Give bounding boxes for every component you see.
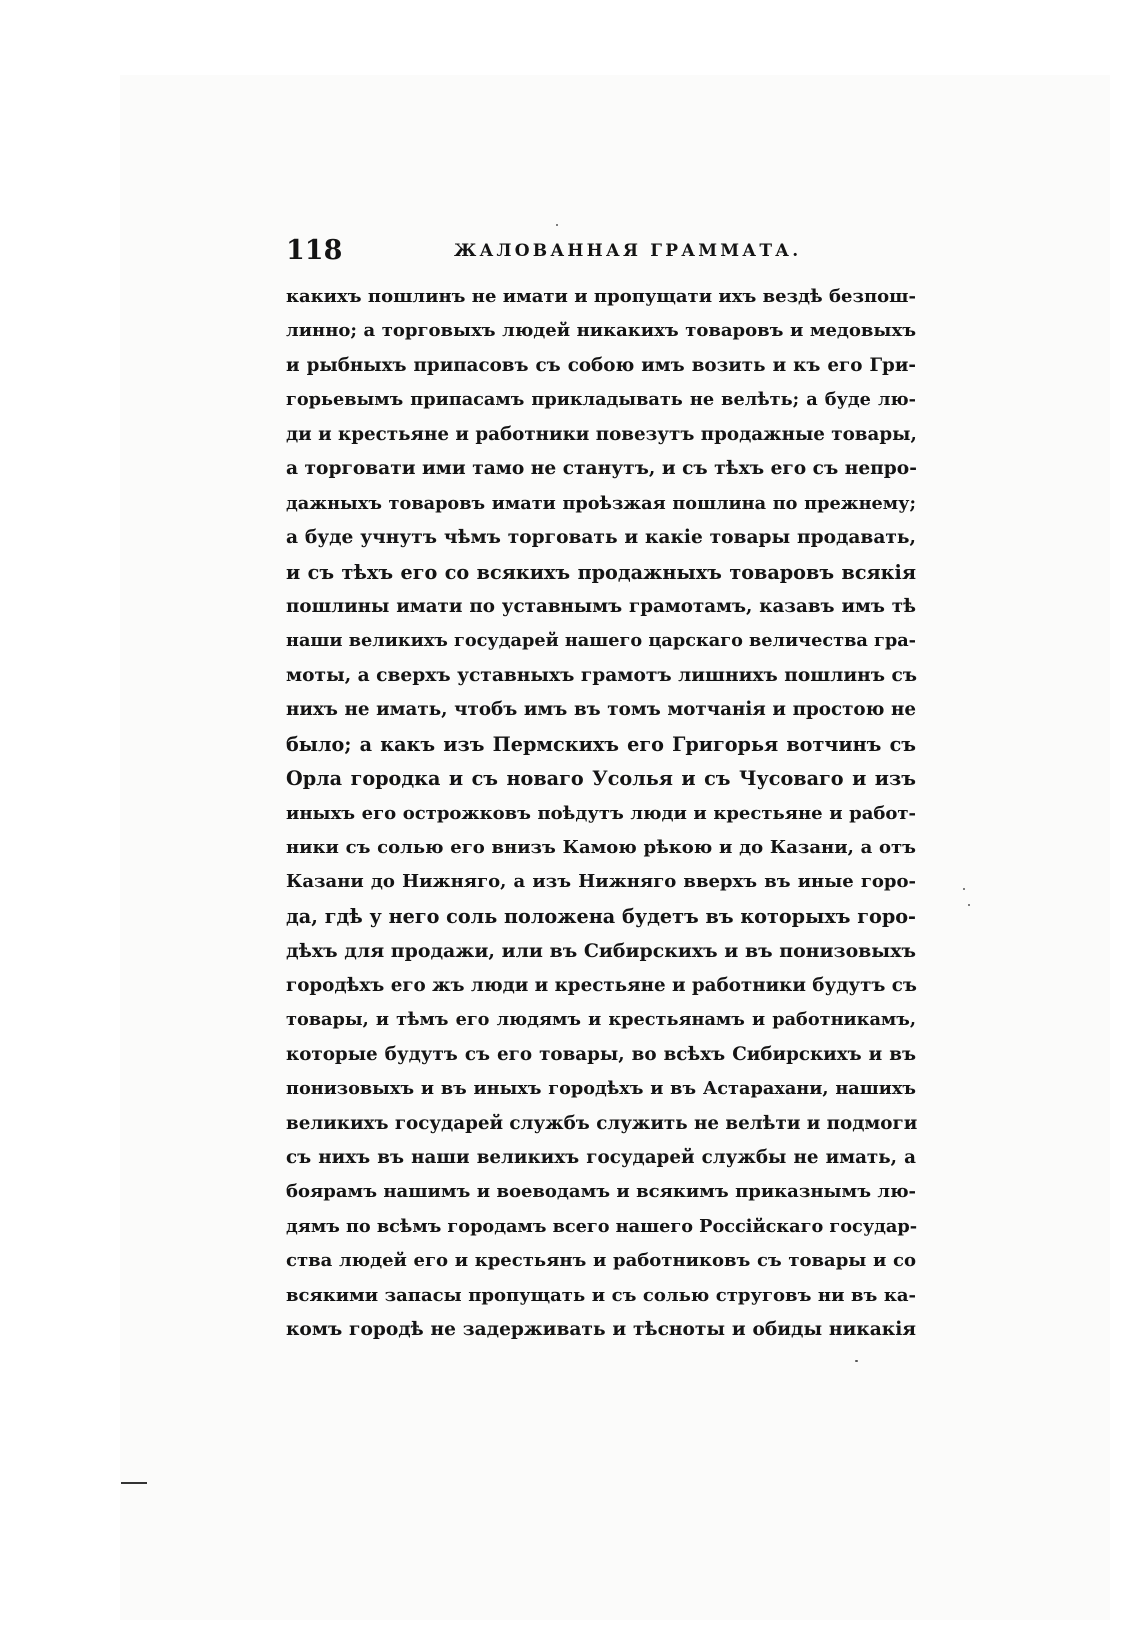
text-line: ники съ солью его внизъ Камою рѣкою и до Казани, а отъ <box>286 837 916 858</box>
page-header <box>286 234 916 268</box>
text-line: горьевымъ припасамъ прикладывать не велѣть; а буде лю- <box>286 389 916 411</box>
text-line: всякими запасы пропущать и съ солью струговъ ни въ ка- <box>286 1284 916 1306</box>
text-line: да, гдѣ у него соль положена будетъ въ которыхъ горо- <box>286 904 916 928</box>
text-line: линно; а торговыхъ людей никакихъ товаровъ и медовыхъ <box>286 320 916 342</box>
text-line: было; а какъ изъ Пермскихъ его Григорья вотчинъ съ <box>286 732 916 756</box>
text-line: великихъ государей службъ служить не велѣти и подмоги <box>286 1112 918 1134</box>
page-number: 118 <box>286 235 343 266</box>
text-line: а буде учнутъ чѣмъ торговать и какіе товары продавать, <box>286 527 916 549</box>
scan-speck <box>963 888 965 890</box>
text-line: иныхъ его острожковъ поѣдутъ люди и крестьяне и работ- <box>286 802 916 824</box>
text-line: наши великихъ государей нашего царскаго величества гра- <box>286 630 916 652</box>
text-line: пошлины имати по уставнымъ грамотамъ, казавъ имъ тѣ <box>286 595 916 617</box>
body-text <box>286 280 916 1348</box>
text-line: городѣхъ его жъ люди и крестьяне и работники будутъ съ <box>286 974 917 996</box>
text-line: съ нихъ въ наши великихъ государей службы не имать, а <box>286 1146 916 1168</box>
text-line: дѣхъ для продажи, или въ Сибирскихъ и въ понизовыхъ <box>286 940 916 963</box>
running-title: ЖАЛОВАННАЯ ГРАММАТА. <box>454 241 802 261</box>
text-line: боярамъ нашимъ и воеводамъ и всякимъ приказнымъ лю- <box>286 1181 916 1203</box>
text-line: товары, и тѣмъ его людямъ и крестьянамъ и работникамъ, <box>286 1009 916 1031</box>
text-line: Орла городка и съ новаго Усолья и съ Чусоваго и изъ <box>286 767 916 791</box>
text-line: нихъ не имать, чтобъ имъ въ томъ мотчанія и простою не <box>286 699 916 721</box>
text-line: дямъ по всѣмъ городамъ всего нашего Россійскаго государ- <box>286 1215 918 1237</box>
text-line: моты, а сверхъ уставныхъ грамотъ лишнихъ пошлинъ съ <box>286 664 918 686</box>
text-line: Казани до Нижняго, а изъ Нижняго вверхъ въ иные горо- <box>286 871 916 893</box>
scan-speck <box>968 904 970 906</box>
text-line: а торговати ими тамо не станутъ, и съ тѣхъ его съ непро- <box>286 458 917 480</box>
text-line: понизовыхъ и въ иныхъ городѣхъ и въ Астарахани, нашихъ <box>286 1078 916 1100</box>
scan-edge-mark <box>121 1482 147 1484</box>
scan-speck <box>855 1360 858 1362</box>
text-line: и съ тѣхъ его со всякихъ продажныхъ товаровъ всякія <box>286 560 916 584</box>
text-line: которые будутъ съ его товары, во всѣхъ Сибирскихъ и въ <box>286 1043 916 1065</box>
text-line: ства людей его и крестьянъ и работниковъ съ товары и со <box>286 1250 916 1272</box>
text-line: какихъ пошлинъ не имати и пропущати ихъ вездѣ безпош- <box>286 286 916 307</box>
text-line: дажныхъ товаровъ имати проѣзжая пошлина по прежнему; <box>286 492 916 514</box>
text-line: ди и крестьяне и работники повезутъ продажные товары, <box>286 423 917 445</box>
text-line: и рыбныхъ припасовъ съ собою имъ возить и къ его Гри- <box>286 354 916 376</box>
text-line: комъ городѣ не задерживать и тѣсноты и обиды никакія <box>286 1319 916 1341</box>
scan-speck <box>556 224 558 226</box>
